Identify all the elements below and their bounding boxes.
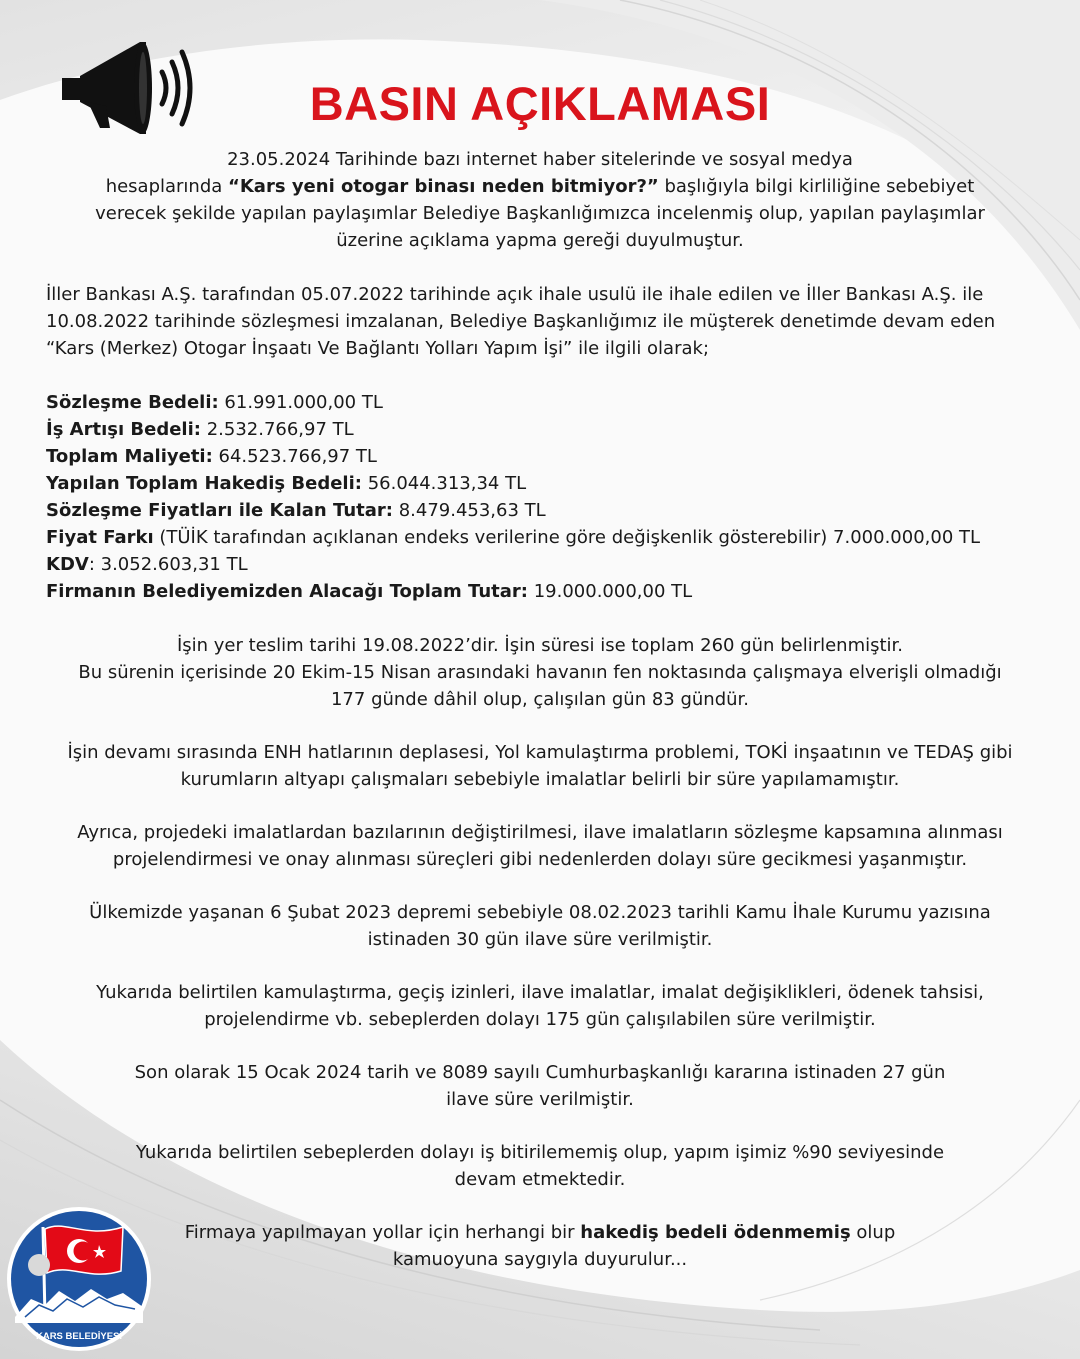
cost-item	[46, 524, 1040, 551]
text-line: devam etmektedir.	[454, 1169, 626, 1190]
text-line: Yukarıda belirtilen sebeplerden dolayı iş bitirilememiş olup, yapım işimiz %90 seviyesinde	[135, 1142, 945, 1163]
text-line: üzerine açıklama yapma gereği duyulmuştur.	[336, 230, 744, 251]
text-line: kurumların altyapı çalışmaları sebebiyle imalatlar belirli bir süre yapılamamıştır.	[180, 769, 900, 790]
cost-label: KDV	[46, 554, 89, 575]
cost-item	[46, 443, 1040, 470]
cost-value: 8.479.453,63 TL	[392, 500, 546, 521]
cost-item	[46, 578, 1040, 605]
cost-label: Sözleşme Bedeli:	[46, 392, 219, 413]
cost-value: 2.532.766,97 TL	[200, 419, 354, 440]
cost-label: Fiyat Farkı	[46, 527, 154, 548]
text-line: istinaden 30 gün ilave süre verilmiştir.	[367, 929, 713, 950]
cost-label: Toplam Maliyeti:	[46, 446, 213, 467]
text-line: “Kars (Merkez) Otogar İnşaatı Ve Bağlantı Yolları Yapım İşi” ile ilgili olarak;	[46, 338, 710, 359]
text-line: 177 günde dâhil olup, çalışılan gün 83 gündür.	[330, 689, 750, 710]
cost-list	[40, 389, 1040, 605]
cost-label: Firmanın Belediyemizden Alacağı Toplam Tutar:	[46, 581, 528, 602]
page-title: BASIN AÇIKLAMASI	[309, 77, 771, 130]
press-release-body	[40, 146, 1040, 1273]
contract-paragraph	[40, 281, 1040, 362]
cost-value: 61.991.000,00 TL	[218, 392, 383, 413]
text-segment: olup	[850, 1222, 896, 1243]
headline-quote: “Kars yeni otogar binası neden bitmiyor?”	[228, 176, 659, 197]
closing-paragraph	[40, 1219, 1040, 1273]
text-line: Son olarak 15 Ocak 2024 tarih ve 8089 sayılı Cumhurbaşkanlığı kararına istinaden 27 gün	[134, 1062, 946, 1083]
status-paragraph	[40, 1139, 1040, 1193]
cost-label: İş Artışı Bedeli:	[46, 419, 201, 440]
delay-paragraph	[40, 739, 1040, 793]
cost-value: 19.000.000,00 TL	[528, 581, 693, 602]
text-line: Bu sürenin içerisinde 20 Ekim-15 Nisan arasındaki havanın fen noktasında çalışmaya elverişli olmadığı	[78, 662, 1002, 683]
text-line: İşin devamı sırasında ENH hatlarının deplasesi, Yol kamulaştırma problemi, TOKİ inşaatının ve TEDAŞ gibi	[67, 742, 1013, 763]
text-segment: Firmaya yapılmayan yollar için herhangi bir	[184, 1222, 581, 1243]
text-segment: başlığıyla bilgi kirliliğine sebebiyet	[658, 176, 975, 197]
text-line: ilave süre verilmiştir.	[446, 1089, 634, 1110]
text-line: 23.05.2024 Tarihinde bazı internet haber sitelerinde ve sosyal medya	[227, 149, 853, 170]
text-segment: hesaplarında	[105, 176, 229, 197]
cost-value: (TÜİK tarafından açıklanan endeks verilerine göre değişkenlik gösterebilir) 7.000.000,00 TL	[153, 527, 981, 548]
text-line: Yukarıda belirtilen kamulaştırma, geçiş izinleri, ilave imalatlar, imalat değişiklikleri, ödenek tahsisi,	[96, 982, 984, 1003]
extension-paragraph	[40, 979, 1040, 1033]
logo-text: KARS BELEDİYESİ	[35, 1331, 123, 1342]
cost-item	[46, 470, 1040, 497]
changes-paragraph	[40, 819, 1040, 873]
cost-item	[46, 551, 1040, 578]
cost-value: 64.523.766,97 TL	[212, 446, 377, 467]
text-line: 10.08.2022 tarihinde sözleşmesi imzalanan, Belediye Başkanlığımız ile müşterek denetimde devam eden	[46, 311, 996, 332]
decree-paragraph	[40, 1059, 1040, 1113]
municipality-logo	[5, 1205, 153, 1353]
text-line: projelendirme vb. sebeplerden dolayı 175 gün çalışılabilen süre verilmiştir.	[204, 1009, 876, 1030]
text-line: kamuoyuna saygıyla duyurulur...	[392, 1249, 688, 1270]
intro-paragraph	[40, 146, 1040, 254]
cost-item	[46, 389, 1040, 416]
cost-label: Yapılan Toplam Hakediş Bedeli:	[46, 473, 362, 494]
text-line: İşin yer teslim tarihi 19.08.2022’dir. İşin süresi ise toplam 260 gün belirlenmiştir.	[176, 635, 904, 656]
cost-value: 56.044.313,34 TL	[361, 473, 527, 494]
text-line	[40, 1219, 1040, 1246]
text-line: Ayrıca, projedeki imalatlardan bazılarının değiştirilmesi, ilave imalatların sözleşme kapsamına alınması	[77, 822, 1003, 843]
cost-label: Sözleşme Fiyatları ile Kalan Tutar:	[46, 500, 393, 521]
text-line: İller Bankası A.Ş. tarafından 05.07.2022 tarihinde açık ihale usulü ile ihale edilen ve İller Bankası A.Ş. ile	[46, 284, 984, 305]
cost-value: : 3.052.603,31 TL	[88, 554, 248, 575]
cost-item	[46, 497, 1040, 524]
schedule-paragraph	[40, 632, 1040, 713]
text-line: projelendirmesi ve onay alınması süreçleri gibi nedenlerden dolayı süre gecikmesi yaşanmıştır.	[112, 849, 968, 870]
text-line: verecek şekilde yapılan paylaşımlar Belediye Başkanlığımızca incelenmiş olup, yapılan paylaşımlar	[95, 203, 985, 224]
cost-item	[46, 416, 1040, 443]
emphasis-text: hakediş bedeli ödenmemiş	[580, 1222, 851, 1243]
text-line	[40, 173, 1040, 200]
text-line: Ülkemizde yaşanan 6 Şubat 2023 depremi sebebiyle 08.02.2023 tarihli Kamu İhale Kurumu yazısına	[89, 902, 991, 923]
earthquake-paragraph	[40, 899, 1040, 953]
